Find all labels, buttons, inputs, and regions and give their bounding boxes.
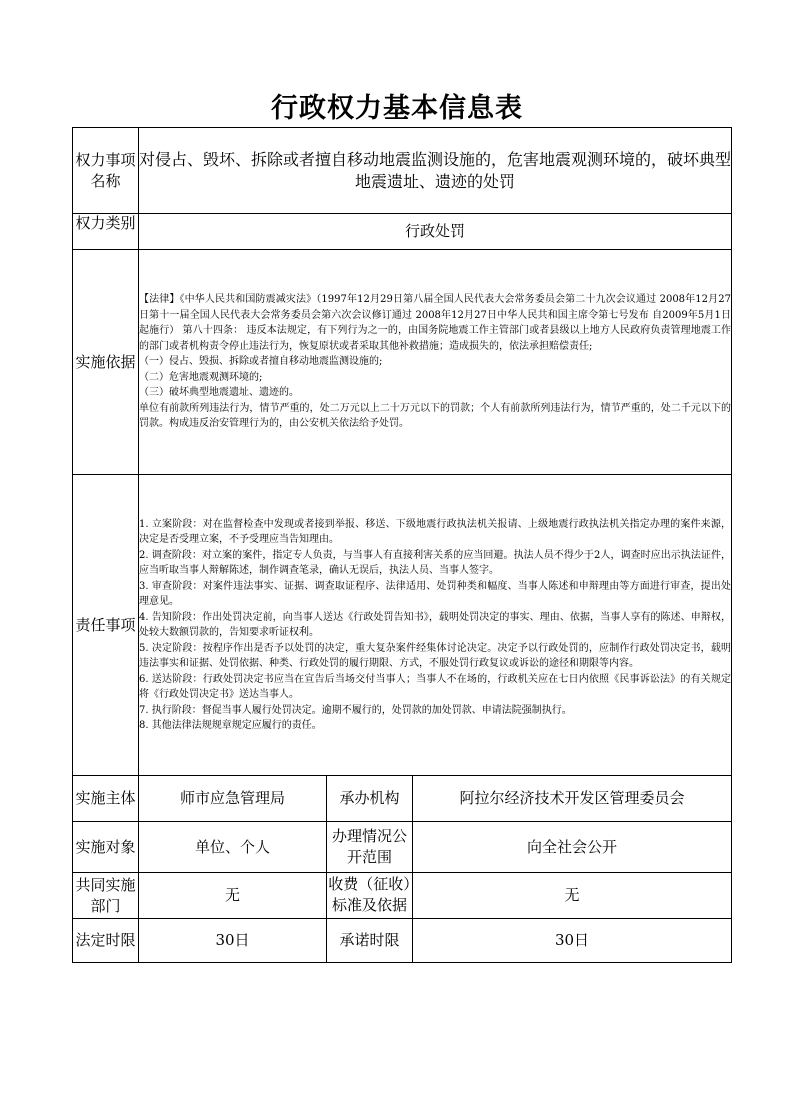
responsibility-line: 1. 立案阶段：对在监督检查中发现或者接到举报、移送、下级地震行政执法机关报请、上级地震行政执法机关指定办理的案件来源，决定是否受理立案，不予受理应当告知理由。: [139, 518, 732, 545]
label-target: 实施对象: [73, 822, 139, 873]
label-basis: 实施依据: [73, 250, 139, 475]
responsibility-line: 7. 执行阶段：督促当事人履行处罚决定。逾期不履行的，处罚款的加处罚款、申请法院强制执行。: [139, 704, 572, 716]
label-responsibility: 责任事项: [73, 475, 139, 776]
label-subject: 实施主体: [73, 776, 139, 822]
label-power-category: [73, 214, 139, 250]
responsibility-line: 3. 审查阶段：对案件违法事实、证据、调查取证程序、法律适用、处罚种类和幅度、当事人陈述和申辩理由等方面进行审查，提出处理意见。: [139, 580, 732, 607]
label-fee-standard: [327, 873, 413, 919]
responsibility-line: 6. 送达阶段：行政处罚决定书应当在宣告后当场交付当事人；当事人不在场的，行政机关应在七日内依照《民事诉讼法》的有关规定将《行政处罚决定书》送达当事人。: [139, 673, 732, 700]
responsibility-line: 8. 其他法律法规规章规定应履行的责任。: [139, 720, 322, 731]
row-power-name: [73, 128, 732, 214]
responsibility-line: 4. 告知阶段：作出处罚决定前，向当事人送达《行政处罚告知书》，载明处罚决定的事实、理由、依据，当事人享有的陈述、申辩权，处较大数额罚款的，告知要求听证权利。: [139, 611, 732, 638]
label-legal-deadline: 法定时限: [73, 919, 139, 963]
page-title: 行政权力基本信息表: [271, 93, 523, 124]
value-fee-standard: 无: [413, 873, 732, 919]
basis-line: （一）侵占、毁损、拆除或者擅自移动地震监测设施的;: [139, 356, 383, 368]
row-deadline: [73, 919, 732, 963]
responsibility-line: 5. 决定阶段：按程序作出是否予以处罚的决定，重大复杂案件经集体讨论决定。决定予以行政处罚的，应制作行政处罚决定书，载明违法事实和证据、处罚依据、种类、行政处罚的履行期限、方式，不服处罚行政复议或诉讼的途径和期限等内容。: [139, 642, 732, 669]
responsibility-line: 2. 调查阶段：对立案的案件，指定专人负责，与当事人有直接利害关系的应当回避。执法人员不得少于2人，调查时应出示执法证件，应当听取当事人辩解陈述，制作调查笔录，确认无误后，执法人员、当事人签字。: [139, 549, 732, 576]
value-joint-department: 无: [139, 873, 327, 919]
label-power-name: 权力事项名称: [73, 128, 139, 214]
row-target: [73, 822, 732, 873]
value-handling-agency: 阿拉尔经济技术开发区管理委员会: [413, 776, 732, 822]
value-promised-deadline: 30日: [413, 919, 732, 963]
value-target: 单位、个人: [139, 822, 327, 873]
info-table: [72, 127, 732, 963]
value-legal-deadline: 30日: [139, 919, 327, 963]
value-power-name: 对侵占、毁坏、拆除或者擅自移动地震监测设施的，危害地震观测环境的，破坏典型地震遗址、遗迹的处罚: [139, 128, 732, 214]
value-basis: [139, 250, 732, 475]
row-power-category: [73, 214, 732, 250]
value-subject: 师市应急管理局: [139, 776, 327, 822]
basis-line: 【法律】《中华人民共和国防震减灾法》（1997年12月29日第八届全国人民代表大会常务委员会第二十九次会议通过 2008年12月27日第十一届全国人民代表大会常务委员会第六次会议修订通过 2008年12月27日中华人民共和国主席令第七号发布 自2009年5月1日起施行） 第八十四条： 违反本法规定，有下列行为之一的，由国务院地震工作主管部门或者县级以上地方人民政府负责管理地震工作的部门或者机构责令停止违法行为，恢复原状或者采取其他补救措施；造成损失的，依法承担赔偿责任;: [139, 294, 732, 352]
basis-line: （二）危害地震观测环境的;: [139, 371, 263, 383]
value-responsibility: [139, 475, 732, 776]
row-subject: [73, 776, 732, 822]
label-disclosure-scope: 办理情况公开范围: [327, 822, 413, 873]
label-power-category-text: 权力类别: [75, 214, 136, 232]
label-joint-department: 共同实施部门: [73, 873, 139, 919]
label-handling-agency: 承办机构: [327, 776, 413, 822]
row-basis: [73, 250, 732, 475]
row-responsibility: [73, 475, 732, 776]
basis-line: （三）破坏典型地震遗址、遗迹的。: [139, 387, 299, 399]
value-disclosure-scope: 向全社会公开: [413, 822, 732, 873]
label-fee-standard-text: 收费（征收）标准及依据: [328, 874, 411, 914]
row-joint: [73, 873, 732, 919]
value-power-category: 行政处罚: [139, 214, 732, 250]
label-promised-deadline: 承诺时限: [327, 919, 413, 963]
basis-line: 单位有前款所列违法行为，情节严重的，处二万元以上二十万元以下的罚款；个人有前款所列违法行为，情节严重的，处二千元以下的罚款。构成违反治安管理行为的，由公安机关依法给予处罚。: [139, 402, 732, 430]
